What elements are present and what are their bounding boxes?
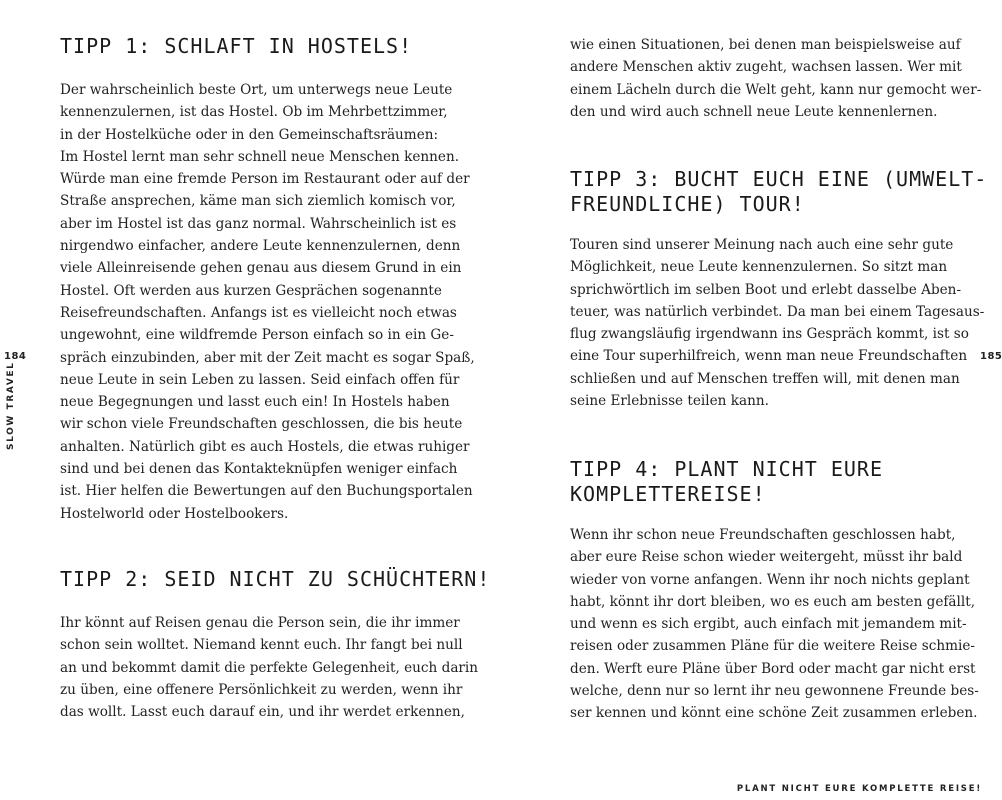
text-line: TIPP 4: PLANT NICHT EURE KOMPLETTE [570, 457, 883, 506]
text-line: wir schon viele Freundschaften geschlossen, die bis heute [60, 416, 463, 433]
text-line: nirgendwo einfacher, andere Leute kennenzulernen, denn [60, 238, 461, 255]
text-line: FREUNDLICHE) TOUR! [570, 192, 805, 216]
continuation-paragraph [570, 34, 982, 123]
text-line: aber im Hostel ist das ganz normal. Wahrscheinlich ist es [60, 215, 457, 232]
text-line: flug zwangsläufig irgendwann ins Gespräch kommt, ist so [570, 326, 969, 343]
text-line: zu üben, eine offenere Persönlichkeit zu werden, wenn ihr [60, 681, 463, 698]
text-line: kennenzulernen, ist das Hostel. Ob im Mehrbettzimmer, [60, 104, 448, 121]
tip1-heading: TIPP 1: SCHLAFT IN HOSTELS! [60, 34, 413, 58]
text-line: sind und bei denen das Kontakteknüpfen weniger einfach [60, 461, 458, 478]
text-line: wie einen Situationen, bei denen man beispielsweise auf [570, 37, 961, 53]
page-number-right: 185 [980, 351, 1002, 362]
text-line: ungewohnt, eine wildfremde Person einfach so in ein Ge- [60, 327, 454, 344]
running-footer: PLANT NICHT EURE KOMPLETTE REISE! [736, 784, 982, 794]
text-line: reisen oder zusammen Pläne für die weitere Reise schmie- [570, 638, 975, 655]
text-line: Im Hostel lernt man sehr schnell neue Menschen kennen. [60, 148, 460, 165]
text-line: ser kennen und könnt eine schöne Zeit zusammen erleben. [570, 705, 978, 722]
tip3-paragraph [570, 234, 985, 412]
text-line: habt, könnt ihr dort bleiben, wo es euch am besten gefällt, [570, 593, 976, 610]
text-line: wieder von vorne anfangen. Wenn ihr noch nichts geplant [570, 571, 970, 588]
text-line: aber eure Reise schon wieder weitergeht, müsst ihr bald [570, 549, 963, 566]
text-line: den und wird auch schnell neue Leute kennenlernen. [570, 103, 938, 120]
tip3-heading [570, 167, 1000, 217]
tip4-heading [570, 457, 1000, 507]
text-line: Würde man eine fremde Person im Restaurant oder auf der [60, 171, 470, 188]
text-line: Möglichkeit, neue Leute kennenzulernen. So sitzt man [570, 259, 948, 276]
text-line: und wenn es sich ergibt, auch einfach mit jemandem mit- [570, 616, 967, 633]
text-line: anhalten. Natürlich gibt es auch Hostels, die etwas ruhiger [60, 438, 470, 455]
text-line: viele Alleinreisende gehen genau aus diesem Grund in ein [60, 260, 462, 277]
text-line: TIPP 3: BUCHT EUCH EINE (UMWELT- [570, 167, 988, 191]
text-line: einem Lächeln durch die Welt geht, kann nur gemocht wer- [570, 81, 982, 98]
text-line: neue Leute in sein Leben zu lassen. Seid einfach offen für [60, 371, 460, 388]
left-page [0, 0, 500, 800]
text-line: seine Erlebnisse teilen kann. [570, 393, 769, 410]
text-line: neue Begegnungen und lasst euch ein! In Hostels haben [60, 394, 450, 411]
tip4-paragraph [570, 524, 979, 725]
text-line: an und bekommt damit die perfekte Gelegenheit, euch darin [60, 659, 479, 676]
text-line: den. Werft eure Pläne über Bord oder macht gar nicht erst [570, 660, 976, 677]
side-section-label: SLOW TRAVEL [6, 361, 16, 450]
text-line: andere Menschen aktiv zugeht, wachsen lassen. Wer mit [570, 59, 962, 76]
text-line: spräch einzubinden, aber mit der Zeit macht es sogar Spaß, [60, 349, 475, 366]
text-line: ist. Hier helfen die Bewertungen auf den Buchungsportalen [60, 483, 473, 500]
text-line: Hostelworld oder Hostelbookers. [60, 505, 289, 522]
text-line: REISE! [687, 482, 766, 506]
text-line: Straße ansprechen, käme man sich ziemlich komisch vor, [60, 193, 456, 210]
text-line: Hostel. Oft werden aus kurzen Gesprächen sogenannte [60, 282, 442, 299]
text-line: Touren sind unserer Meinung nach auch eine sehr gute [570, 237, 954, 253]
text-line: eine Tour superhilfreich, wenn man neue Freundschaften [570, 348, 968, 365]
tip2-heading: TIPP 2: SEID NICHT ZU SCHÜCHTERN! [60, 567, 491, 591]
text-line: sprichwörtlich im selben Boot und erlebt dasselbe Aben- [570, 281, 962, 298]
text-line: teuer, was natürlich verbindet. Da man bei einem Tagesaus- [570, 303, 985, 320]
text-line: Der wahrscheinlich beste Ort, um unterwegs neue Leute [60, 82, 453, 98]
tip1-paragraph [60, 79, 475, 525]
tip2-paragraph [60, 612, 479, 723]
text-line: Wenn ihr schon neue Freundschaften geschlossen habt, [570, 527, 956, 543]
text-line: das wollt. Lasst euch darauf ein, und ihr werdet erkennen, [60, 704, 466, 721]
text-line: schließen und auf Menschen treffen will, mit denen man [570, 370, 960, 387]
right-page [500, 0, 1000, 800]
page-number-left: 184 [4, 351, 27, 362]
text-line: Reisefreundschaften. Anfangs ist es vielleicht noch etwas [60, 304, 457, 321]
text-line: welche, denn nur so lernt ihr neu gewonnene Freunde bes- [570, 683, 979, 700]
text-line: schon sein wolltet. Niemand kennt euch. Ihr fangt bei null [60, 637, 463, 654]
text-line: in der Hostelküche oder in den Gemeinschaftsräumen: [60, 126, 439, 143]
text-line: Ihr könnt auf Reisen genau die Person sein, die ihr immer [60, 615, 460, 631]
